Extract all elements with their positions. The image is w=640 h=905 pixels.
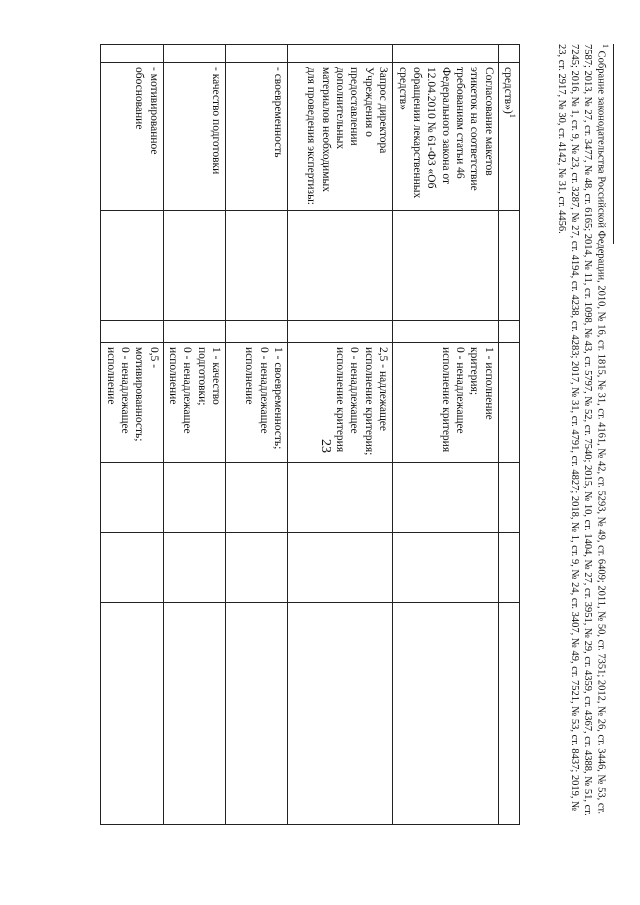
row-name: Запрос директора Учреждения о предоставлении дополнительных материалов необходимых для проведения экспертизы: bbox=[288, 63, 393, 211]
table-row bbox=[288, 45, 393, 825]
row-criteria: 0,5 - мотивированность; 0 - ненадлежащее исполнение bbox=[101, 343, 164, 463]
row-name: - качество подготовки bbox=[163, 63, 226, 211]
row-name: Согласование макетов этикеток на соответствие требованиям статьи 46 Федерального закона от 12.04.2010 № 61-ФЗ «Об обращении лекарственных средств» bbox=[393, 63, 499, 211]
table-row bbox=[498, 45, 519, 825]
row-criteria: 2,5 - надлежащее исполнение критерия; 0 - ненадлежащее исполнение критерия bbox=[288, 343, 393, 463]
footnote-mark: 1 bbox=[508, 113, 517, 118]
row-name: - мотивированное обоснование bbox=[101, 63, 164, 211]
row-name: - своевременность bbox=[226, 63, 288, 211]
footnote-mark: 1 bbox=[601, 44, 610, 48]
table-row bbox=[101, 45, 164, 825]
footnote-text: Собрание законодательства Российской Федерации, 2010, № 16, ст. 1815, № 31, ст. 4161, № 42, ст. 5293, № 49, ст. 6409; 2011, № 50, ст. 7351; 2012, № 26, ст. 3446, № 53, ст. 7587; 2013, № 27, ст. 3477, № 48, ст. 6165; 2014, № 11, ст. 1098, № 43, ст. 5797, № 52, ст. 7540; 2015, № 10, ст. 1404, № 27, ст. 3951, № 29, ст. 4359, ст. 4367, ст. 4388, № 51, ст. 7245; 2016, № 1, ст. 9, № 23, ст. 3287, № 27, ст. 4194, ст. 4238, ст. 4283; 2017, № 31, ст. 4791, ст. 4827; 2018, № 1, ст. 9, № 24, ст. 3407, № 49, ст. 7521, № 53, ст. 8437; 2019, № 23, ст. 2917, № 30, ст. 4142, № 31, ст. 4456. bbox=[556, 44, 607, 816]
table-row bbox=[393, 45, 499, 825]
row-criteria: 1 - исполнение критерия; 0 - ненадлежащее исполнение критерия bbox=[393, 343, 499, 463]
table-row bbox=[226, 45, 288, 825]
header-fragment: средств») bbox=[502, 67, 515, 114]
rotated-table-block bbox=[80, 44, 520, 824]
row-criteria: 1 - своевременность; 0 - ненадлежащее исполнение bbox=[226, 343, 288, 463]
footnote bbox=[555, 44, 614, 824]
footnote-rule bbox=[613, 44, 614, 244]
header-fragment-cell bbox=[498, 63, 519, 211]
page-number: 23 bbox=[318, 439, 333, 453]
table-row bbox=[163, 45, 226, 825]
criteria-table bbox=[100, 44, 520, 825]
row-criteria: 1 - качество подготовки; 0 - ненадлежащее исполнение bbox=[163, 343, 226, 463]
